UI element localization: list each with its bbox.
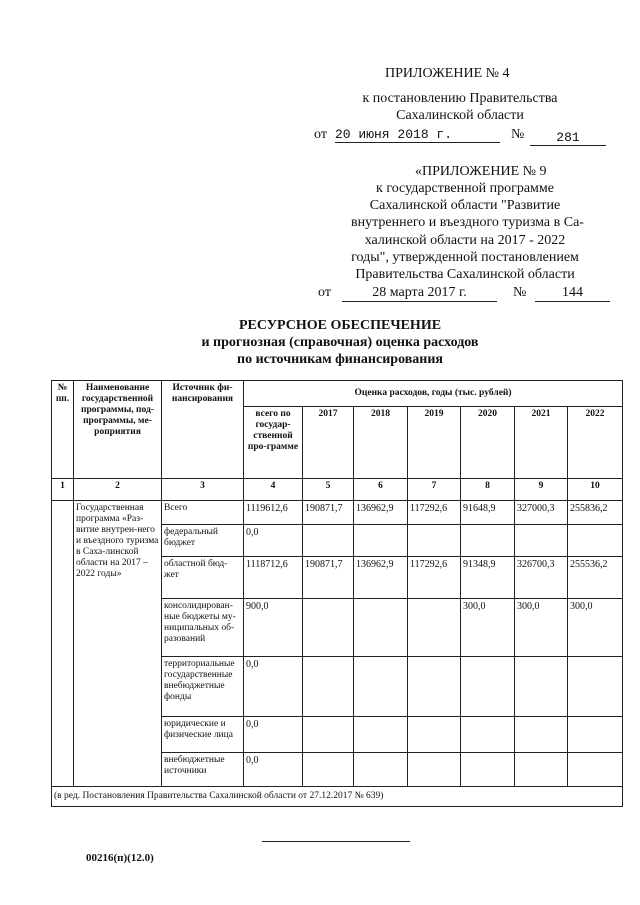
bottom-separator bbox=[262, 841, 410, 842]
value-cell bbox=[408, 599, 461, 657]
value-cell: 300,0 bbox=[515, 599, 568, 657]
value-cell bbox=[303, 657, 354, 717]
value-cell bbox=[568, 717, 623, 753]
value-cell: 0,0 bbox=[244, 525, 303, 557]
value-cell: 91348,9 bbox=[461, 557, 515, 599]
program-name: Государственная программа «Раз-витие внутрен-него и въездного туризма в Саха-линской области на 2017 – 2022 годы» bbox=[74, 501, 162, 787]
value-cell bbox=[303, 753, 354, 787]
source-cell: федеральный бюджет bbox=[162, 525, 244, 557]
value-cell bbox=[515, 717, 568, 753]
row-number-cell bbox=[52, 501, 74, 787]
source-cell: Всего bbox=[162, 501, 244, 525]
value-cell bbox=[303, 717, 354, 753]
value-cell: 1118712,6 bbox=[244, 557, 303, 599]
number-label: № bbox=[511, 127, 525, 142]
value-cell bbox=[461, 717, 515, 753]
value-cell: 0,0 bbox=[244, 717, 303, 753]
header-col-source: Источник фи-нансирования bbox=[162, 381, 244, 479]
page-subtitle-2: по источникам финансирования bbox=[237, 352, 443, 367]
value-cell: 190871,7 bbox=[303, 501, 354, 525]
value-cell: 255836,2 bbox=[568, 501, 623, 525]
value-cell: 1119612,6 bbox=[244, 501, 303, 525]
value-cell bbox=[354, 525, 408, 557]
col-number: 6 bbox=[354, 479, 408, 501]
col-number: 8 bbox=[461, 479, 515, 501]
col-number: 7 bbox=[408, 479, 461, 501]
source-cell: территориальные государственные внебюджетные фонды bbox=[162, 657, 244, 717]
sub-number: 144 bbox=[535, 285, 610, 302]
value-cell bbox=[408, 525, 461, 557]
source-cell: областной бюд-жет bbox=[162, 557, 244, 599]
value-cell bbox=[461, 753, 515, 787]
header-col-total: всего по государ-ственной про-грамме bbox=[244, 407, 303, 479]
value-cell: 255536,2 bbox=[568, 557, 623, 599]
header-col-name: Наименование государственной программы, под-программы, ме-роприятия bbox=[74, 381, 162, 479]
sub-date: 28 марта 2017 г. bbox=[342, 285, 497, 302]
col-number: 10 bbox=[568, 479, 623, 501]
page-subtitle-1: и прогнозная (справочная) оценка расходов bbox=[201, 335, 479, 350]
value-cell: 327000,3 bbox=[515, 501, 568, 525]
value-cell: 300,0 bbox=[568, 599, 623, 657]
sub-number-label: № bbox=[513, 285, 527, 300]
value-cell: 136962,9 bbox=[354, 501, 408, 525]
value-cell: 117292,6 bbox=[408, 501, 461, 525]
value-cell bbox=[515, 657, 568, 717]
header-year: 2019 bbox=[408, 407, 461, 479]
sub-from-label: от bbox=[318, 285, 331, 300]
value-cell: 326700,3 bbox=[515, 557, 568, 599]
note-row bbox=[52, 787, 623, 807]
header-year: 2018 bbox=[354, 407, 408, 479]
header-year: 2017 bbox=[303, 407, 354, 479]
sub-line3: внутреннего и въездного туризма в Са- bbox=[351, 215, 584, 230]
source-cell: юридические и физические лица bbox=[162, 717, 244, 753]
value-cell bbox=[568, 525, 623, 557]
value-cell bbox=[354, 717, 408, 753]
from-label: от bbox=[314, 127, 327, 142]
header-year: 2020 bbox=[461, 407, 515, 479]
appendix-line1: к постановлению Правительства bbox=[362, 91, 558, 106]
document-code: 00216(п)(12.0) bbox=[86, 852, 154, 864]
value-cell bbox=[354, 599, 408, 657]
amendment-note: (в ред. Постановления Правительства Сахалинской области от 27.12.2017 № 639) bbox=[52, 787, 623, 807]
value-cell: 0,0 bbox=[244, 657, 303, 717]
col-number: 2 bbox=[74, 479, 162, 501]
appendix-title: ПРИЛОЖЕНИЕ № 4 bbox=[385, 66, 510, 81]
value-cell: 117292,6 bbox=[408, 557, 461, 599]
value-cell bbox=[568, 753, 623, 787]
col-number: 3 bbox=[162, 479, 244, 501]
value-cell: 91648,9 bbox=[461, 501, 515, 525]
header-col-estimate: Оценка расходов, годы (тыс. рублей) bbox=[244, 381, 623, 407]
header-year: 2021 bbox=[515, 407, 568, 479]
value-cell: 136962,9 bbox=[354, 557, 408, 599]
page-title: РЕСУРСНОЕ ОБЕСПЕЧЕНИЕ bbox=[238, 318, 442, 333]
sub-line5: годы", утвержденной постановлением bbox=[351, 250, 579, 265]
value-cell: 300,0 bbox=[461, 599, 515, 657]
value-cell: 0,0 bbox=[244, 753, 303, 787]
sub-line6: Правительства Сахалинской области bbox=[355, 267, 575, 282]
appendix-line2: Сахалинской области bbox=[396, 108, 524, 123]
decree-number: 281 bbox=[530, 130, 606, 146]
value-cell bbox=[354, 657, 408, 717]
sub-line4: халинской области на 2017 - 2022 bbox=[364, 233, 566, 248]
value-cell bbox=[461, 657, 515, 717]
col-number: 9 bbox=[515, 479, 568, 501]
col-number: 5 bbox=[303, 479, 354, 501]
col-number: 1 bbox=[52, 479, 74, 501]
value-cell bbox=[461, 525, 515, 557]
resource-table bbox=[51, 380, 623, 807]
header-col-no: № пп. bbox=[52, 381, 74, 479]
value-cell bbox=[408, 657, 461, 717]
source-cell: консолидирован-ные бюджеты му-ниципальных об-разований bbox=[162, 599, 244, 657]
value-cell bbox=[408, 717, 461, 753]
sub-appendix-title: «ПРИЛОЖЕНИЕ № 9 bbox=[415, 164, 547, 179]
col-number: 4 bbox=[244, 479, 303, 501]
header-year: 2022 bbox=[568, 407, 623, 479]
column-number-row bbox=[52, 479, 623, 501]
sub-line1: к государственной программе bbox=[376, 181, 554, 196]
value-cell: 190871,7 bbox=[303, 557, 354, 599]
source-cell: внебюджетные источники bbox=[162, 753, 244, 787]
value-cell bbox=[568, 657, 623, 717]
table-row bbox=[52, 501, 623, 525]
decree-date: 20 июня 2018 г. bbox=[335, 127, 500, 143]
value-cell bbox=[354, 753, 408, 787]
value-cell bbox=[408, 753, 461, 787]
value-cell bbox=[303, 599, 354, 657]
value-cell bbox=[515, 753, 568, 787]
sub-line2: Сахалинской области "Развитие bbox=[369, 198, 561, 213]
value-cell bbox=[515, 525, 568, 557]
value-cell bbox=[303, 525, 354, 557]
value-cell: 900,0 bbox=[244, 599, 303, 657]
